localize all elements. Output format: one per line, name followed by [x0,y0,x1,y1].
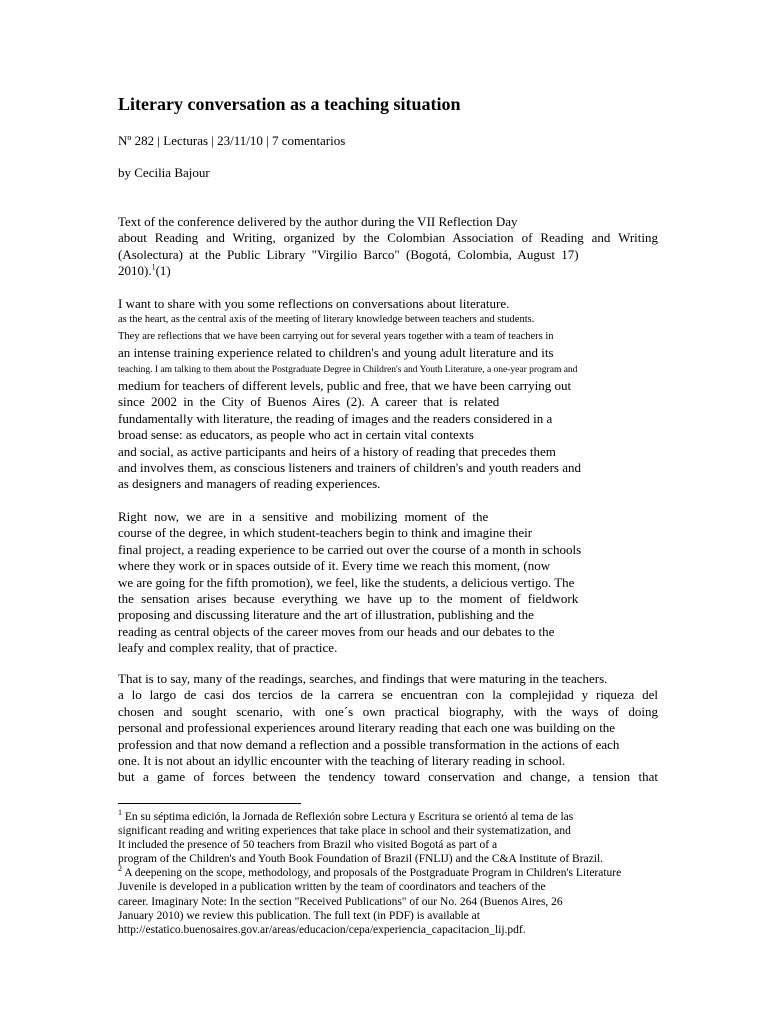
text-line: teaching. I am talking to them about the Postgraduate Degree in Children's and Youth Literature, a one-year program and [118,364,578,375]
text-line: a lo largo de casi dos tercios de la carrera se encuentran con la complejidad y riqueza del [118,687,658,703]
text-line: about Reading and Writing, organized by the Colombian Association of Reading and Writing [118,230,658,246]
text-line: proposing and discussing literature and the art of illustration, publishing and the [118,607,534,623]
footnote-divider [118,803,301,804]
footnote-1-marker: 1 [118,808,122,818]
text-line [118,263,658,279]
text-line: profession and that now demand a reflection and a possible transformation in the actions of each [118,736,620,752]
footnote-2-line: January 2010) we review this publication. The full text (in PDF) is available at [118,909,480,922]
text-fragment: En su séptima edición, la Jornada de Reflexión sobre Lectura y Escritura se orientó al tema de las [122,811,574,823]
text-line: as the heart, as the central axis of the meeting of literary knowledge between teachers and students. [118,314,535,326]
article-meta: Nº 282 | Lecturas | 23/11/10 | 7 comentarios [118,133,346,148]
text-line: chosen and sought scenario, with one´s own practical biography, with the ways of doing [118,703,658,719]
text-line: reading as central objects of the career moves from our heads and our debates to the [118,623,555,639]
text-line: fundamentally with literature, the reading of images and the readers considered in a [118,410,553,426]
text-line: I want to share with you some reflections on conversations about literature. [118,296,510,311]
text-line: the sensation arises because everything we have up to the moment of fieldwork [118,590,579,606]
article-title: Literary conversation as a teaching situation [118,94,461,114]
footnote-2-line [118,866,658,880]
article-byline: by Cecilia Bajour [118,165,210,180]
text-line: and involves them, as conscious listeners and trainers of children's and youth readers and [118,459,581,475]
text-line: (Asolectura) at the Public Library "Virgilio Barco" (Bogotá, Colombia, August 17) [118,246,579,262]
text-fragment: A deepening on the scope, methodology, and proposals of the Postgraduate Program in Children's Literature [122,867,622,880]
footnotes [118,810,658,937]
text-line: where they work or in spaces outside of it. Every time we reach this moment, (now [118,558,551,574]
footnote-1-line: program of the Children's and Youth Book Foundation of Brazil (FNLIJ) and the C&A Institute of Brazil. [118,853,604,866]
text-line: leafy and complex reality, that of practice. [118,640,338,656]
text-line: They are reflections that we have been carrying out for several years together with a team of teachers in [118,330,554,342]
footnote-1-line: It included the presence of 50 teachers from Brazil who visited Bogotá as part of a [118,839,498,852]
text-line: Right now, we are in a sensitive and mobilizing moment of the [118,509,489,524]
footnote-2-line: Juvenile is developed in a publication written by the team of coordinators and teachers of the [118,881,546,894]
text-line: since 2002 in the City of Buenos Aires (2). A career that is related [118,394,500,410]
text-line: as designers and managers of reading experiences. [118,476,381,492]
paragraph-3 [118,671,658,786]
intro-paragraph [118,214,658,280]
text-line: broad sense: as educators, as people who act in certain vital contexts [118,427,474,443]
footnote-marker: 1 [151,262,156,272]
text-line: an intense training experience related to children's and young adult literature and its [118,345,554,361]
footnote-ref: (1) [155,263,171,279]
text-line: personal and professional experiences around literary reading that each one was building on the [118,720,616,736]
text-fragment: 2010). [118,263,152,279]
footnote-2-marker: 2 [118,864,122,874]
footnote-1-line [118,810,658,824]
paragraph-2 [118,509,658,657]
text-line: Text of the conference delivered by the author during the VII Reflection Day [118,214,518,229]
text-line: we are going for the fifth promotion), we feel, like the students, a delicious vertigo. The [118,574,575,590]
footnote-2-url: http://estatico.buenosaires.gov.ar/areas/educacion/cepa/experiencia_capacitacion_lij.pdf. [118,923,526,936]
text-line: That is to say, many of the readings, searches, and findings that were maturing in the teachers. [118,671,608,686]
text-line: but a game of forces between the tendency toward conservation and change, a tension that [118,769,658,785]
text-line: medium for teachers of different levels, public and free, that we have been carrying out [118,377,572,393]
paragraph-1 [118,296,658,493]
footnote-1-line: significant reading and writing experiences that take place in school and their systematization, and [118,825,571,838]
text-line: and social, as active participants and heirs of a history of reading that precedes them [118,443,556,459]
text-line: final project, a reading experience to be carried out over the course of a month in schools [118,541,582,557]
text-line: course of the degree, in which student-teachers begin to think and imagine their [118,525,533,541]
text-line: one. It is not about an idyllic encounter with the teaching of literary reading in school. [118,752,566,768]
footnote-2-line: career. Imaginary Note: In the section "Received Publications" of our No. 264 (Buenos Aires, 26 [118,895,563,908]
